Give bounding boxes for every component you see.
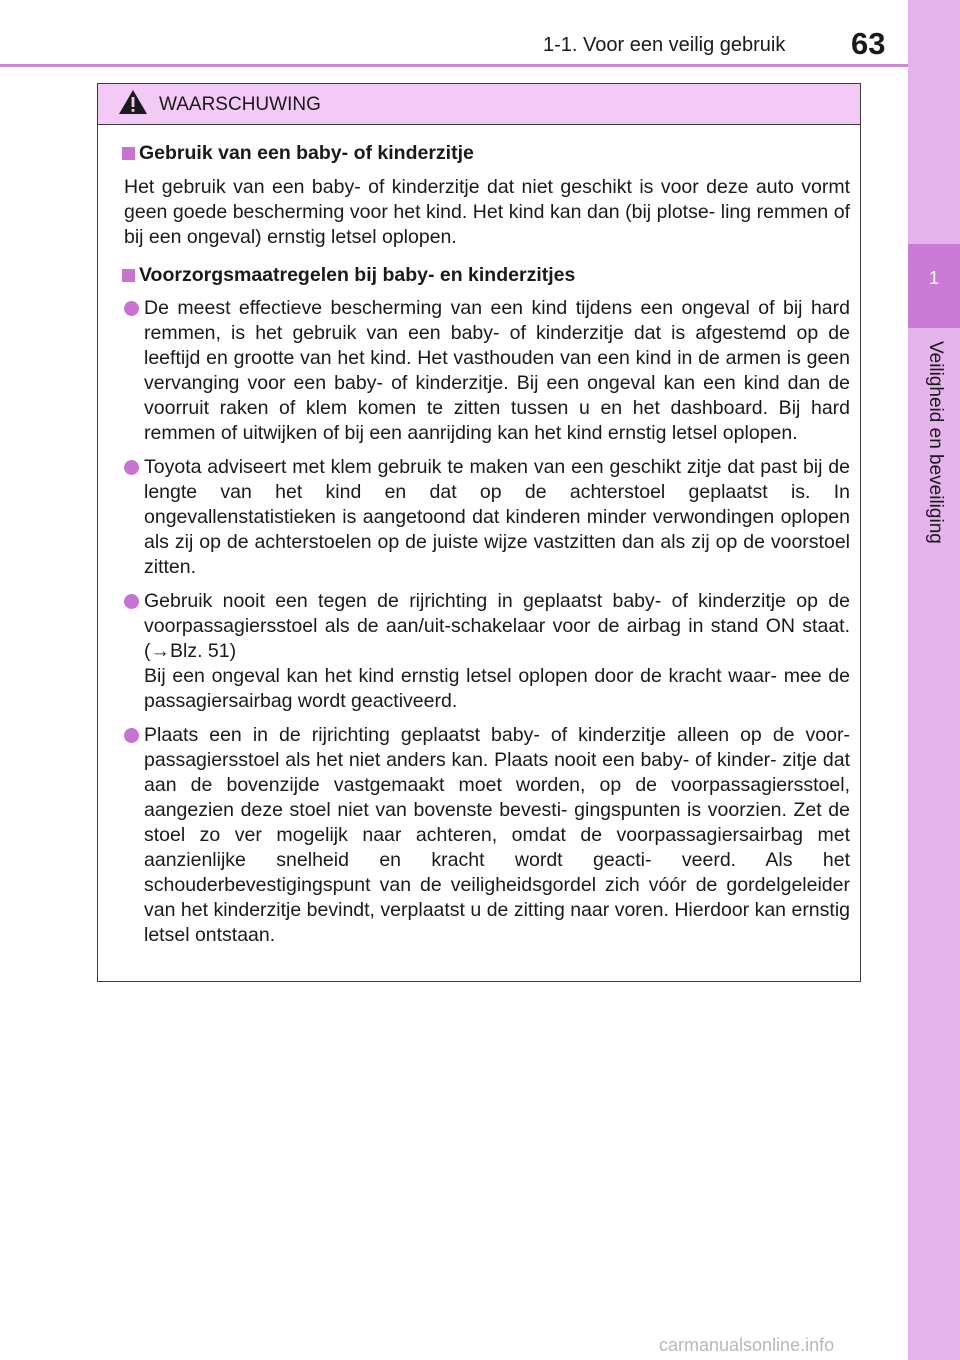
bullet-text: De meest effectieve bescherming van een kind tijdens een ongeval of bij hard remmen, is het gebruik van een baby- of kinderzitje dat is afgestemd op de leeftijd en grootte van het kind. Het vasthouden van een kind in de armen is geen vervanging voor een baby- of kinderzitje. Bij een ongeval kan een kind dan de voorruit raken of klem komen te zitten tussen u en het dashboard. Bij hard remmen of uitwijken of bij een aanrijding kan het kind ernstig letsel oplopen.: [144, 297, 850, 444]
round-bullet-icon: [124, 301, 139, 316]
warning-body: [98, 141, 860, 948]
bullet-text: Plaats een in de rijrichting geplaatst baby- of kinderzitje alleen op de voor- passagiersstoel als het niet anders kan. Plaats nooit een baby- of kinder- zitje dat aan de bovenzijde vastgemaakt moet worden, op de voorpassagiersstoel, aangezien deze stoel niet van bovenste bevesti- gingspunten is voorzien. Zet de stoel zo ver mogelijk naar achteren, omdat de voorpassagiersairbag met aanzienlijke snelheid en kracht wordt geacti- veerd. Als het schouderbevestigingspunt van de veiligheidsgordel zich vóór de gordelgeleider van het kinderzitje bevindt, verplaatst u de zitting naar voren. Hierdoor kan ernstig letsel ontstaan.: [144, 724, 850, 946]
chapter-marker: [908, 244, 960, 328]
warning-item: [122, 141, 855, 250]
warning-item: [122, 263, 855, 948]
round-bullet-icon: [124, 728, 139, 743]
item-heading: [122, 141, 855, 166]
round-bullet-icon: [124, 594, 139, 609]
square-bullet-icon: [122, 269, 135, 282]
warning-triangle-icon: [118, 89, 148, 115]
bullet-item: [122, 296, 850, 446]
watermark: carmanualsonline.info: [659, 1335, 835, 1355]
page-number: 63: [851, 26, 886, 61]
item-title: Gebruik van een baby- of kinderzitje: [139, 142, 474, 164]
bullet-item: [122, 589, 850, 714]
warning-title: WAARSCHUWING: [159, 94, 321, 115]
bullet-text: Gebruik nooit een tegen de rijrichting in geplaatst baby- of kinderzitje op de voorpassagiersstoel als de aan/uit-schakelaar voor de airbag in stand ON staat. (→Blz. 51) Bij een ongeval kan het kind ernstig letsel oplopen door de kracht waar- mee de passagiersairbag wordt geactiveerd.: [144, 590, 850, 712]
bullet-item: [122, 723, 850, 948]
item-text: Het gebruik van een baby- of kinderzitje dat niet geschikt is voor deze auto vormt geen goede bescherming voor het kind. Het kind kan dan (bij plotse- ling remmen of bij een ongeval) ernstig letsel oplopen.: [124, 176, 850, 248]
square-bullet-icon: [122, 147, 135, 160]
bullet-text: Toyota adviseert met klem gebruik te maken van een geschikt zitje dat past bij de lengte van het kind en dat op de achterstoel geplaatst is. In ongevallenstatistieken is aangetoond dat kinderen minder verwondingen oplopen als zij op de achterstoelen op de juiste wijze vastzitten dan als zij op de voorstoel zitten.: [144, 456, 850, 578]
header-rule: [0, 64, 908, 67]
warning-header: [98, 84, 860, 125]
bullet-item: [122, 455, 850, 580]
item-heading: [122, 263, 855, 288]
warning-box: [97, 83, 861, 982]
chapter-label: Veiligheid en beveiliging: [925, 341, 946, 544]
round-bullet-icon: [124, 460, 139, 475]
chapter-side-tab: [908, 0, 960, 1360]
chapter-number: 1: [928, 268, 939, 288]
section-title: 1-1. Voor een veilig gebruik: [543, 34, 786, 56]
page-header: [0, 0, 908, 66]
item-title: Voorzorgsmaatregelen bij baby- en kinderzitjes: [139, 264, 576, 286]
bullet-list: [122, 296, 855, 948]
